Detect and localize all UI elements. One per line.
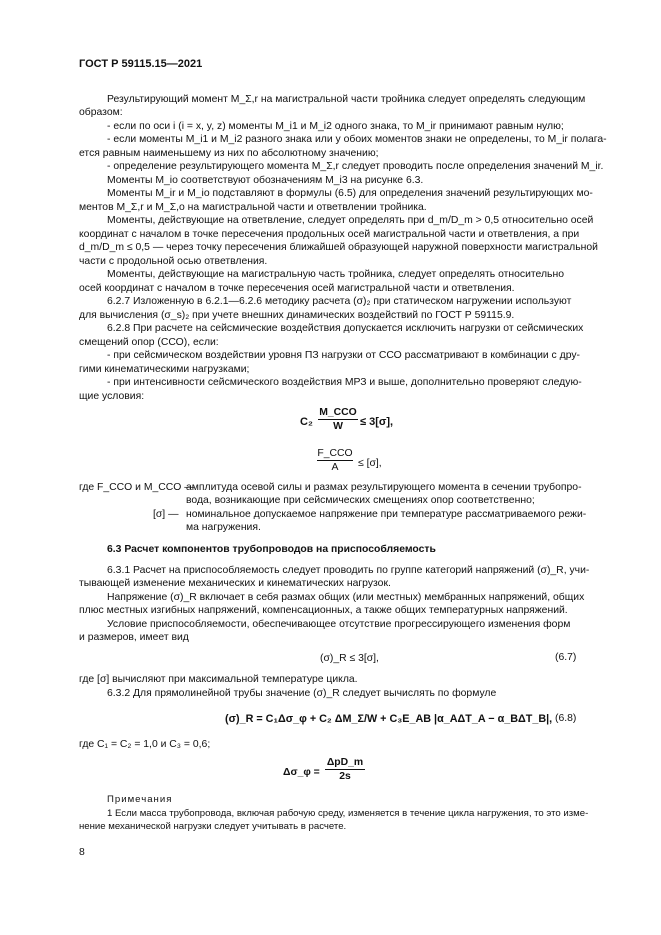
formula-rhs: ≤ [σ], xyxy=(358,458,382,469)
formula-lhs: Δσ_φ = xyxy=(283,767,320,778)
para-line: щие условия: xyxy=(79,391,145,402)
formula-fraction xyxy=(318,407,358,432)
para-line: Моменты M_ir и M_io подставляют в формулы (6.5) для определения значений результирующих мо- xyxy=(107,188,593,199)
para-line: Напряжение (σ)_R включает в себя размах общих (или местных) мембранных напряжений, общих xyxy=(107,592,585,603)
para-line: ментов M_Σ,r и M_Σ,o на магистральной части и ответвлении тройника. xyxy=(79,202,427,213)
formula-numerator: M_CCO xyxy=(319,407,357,418)
para-line: 6.3.2 Для прямолинейной трубы значение (σ)_R следует вычислять по формуле xyxy=(107,688,497,699)
notes-title: Примечания xyxy=(107,794,173,805)
formula-denominator: A xyxy=(331,462,339,473)
definition-term: где F_CCO и M_CCO — xyxy=(79,482,195,493)
para-line: Результирующий момент M_Σ,r на магистральной части тройника следует определять следующим xyxy=(107,94,586,105)
para-line: 6.2.7 Изложенную в 6.2.1—6.2.6 методику расчета (σ)₂ при статическом нагружении используют xyxy=(107,296,572,307)
para-line: Моменты, действующие на магистральную часть тройника, следует определять относительно xyxy=(107,269,564,280)
para-line: ется равным наименьшему из них по абсолютному значению; xyxy=(79,148,379,159)
para-line: координат с началом в точке пересечения продольных осей магистральной части и ответвления, а при xyxy=(79,229,580,240)
para-line: части с продольной осью ответвления. xyxy=(79,256,268,267)
note-line: нение механической нагрузки следует учитывать в расчете. xyxy=(79,821,347,832)
formula-denominator: W xyxy=(333,421,343,432)
para-line: - определение результирующего момента M_Σ,r следует проводить после определения значений M_ir. xyxy=(107,161,604,172)
definition-text: ма нагружения. xyxy=(186,522,261,533)
para-line: Условие приспособляемости, обеспечивающее отсутствие прогрессирующего изменения форм xyxy=(107,619,571,630)
para-line: 6.2.8 При расчете на сейсмические воздействия допускается исключить нагрузки от сейсмических xyxy=(107,323,584,334)
para-line: где [σ] вычисляют при максимальной температуре цикла. xyxy=(79,674,358,685)
equation-number: (6.8) xyxy=(555,713,577,724)
para-line: для вычисления (σ_s)₂ при учете внешних динамических воздействий по ГОСТ Р 59115.9. xyxy=(79,310,515,321)
formula-numerator: ΔpD_m xyxy=(326,757,364,768)
page-header: ГОСТ Р 59115.15—2021 xyxy=(79,58,203,70)
para-line: плюс местных изгибных напряжений, компенсационных, а также общих температурных напряжений. xyxy=(79,605,568,616)
equation-6-8: (σ)_R = C₁Δσ_φ + C₂ ΔM_Σ/W + C₃E_AB |α_AΔT_A − α_BΔT_B|, xyxy=(225,713,553,725)
para-line: Моменты M_io соответствуют обозначениям M_i3 на рисунке 6.3. xyxy=(107,175,424,186)
para-line: - если моменты M_i1 и M_i2 разного знака или у обоих моментов знаки не определены, то M_ir полага- xyxy=(107,134,607,145)
para-line: гими кинематическими нагрузками; xyxy=(79,364,250,375)
formula-fraction xyxy=(325,757,365,782)
formula-fraction xyxy=(317,448,353,473)
fraction-bar xyxy=(325,769,365,770)
para-line: Моменты, действующие на ответвление, следует определять при d_m/D_m > 0,5 относительно осей xyxy=(107,215,594,226)
para-line: - при интенсивности сейсмического воздействия МРЗ и выше, дополнительно проверяют следую- xyxy=(107,377,582,388)
para-line: тывающей изменение механических и кинематических нагрузок. xyxy=(79,578,391,589)
definition-text: амплитуда осевой силы и размах результирующего момента в сечении трубопро- xyxy=(186,482,582,493)
definition-text: номинальное допускаемое напряжение при температуре рассматриваемого режи- xyxy=(186,509,587,520)
equation-6-7: (σ)_R ≤ 3[σ], xyxy=(320,653,379,664)
para-line: - если по оси i (i = x, y, z) моменты M_i1 и M_i2 одного знака, то M_ir принимают равным нулю; xyxy=(107,121,564,132)
para-line: смещений опор (ССО), если: xyxy=(79,337,219,348)
formula-denominator: 2s xyxy=(339,771,351,782)
fraction-bar xyxy=(318,419,358,420)
formula-numerator: F_CCO xyxy=(317,448,353,459)
para-line: осей координат с началом в точке пересечения осей магистральной части и ответвления. xyxy=(79,283,515,294)
para-line: 6.3.1 Расчет на приспособляемость следует проводить по группе категорий напряжений (σ)_R, учи- xyxy=(107,565,590,576)
para-line: d_m/D_m ≤ 0,5 — через точку пересечения ближайшей образующей наружной поверхности магистральной xyxy=(79,242,598,253)
para-line: - при сейсмическом воздействии уровня ПЗ нагрузки от ССО рассматривают в комбинации с дру- xyxy=(107,350,581,361)
definition-term: [σ] — xyxy=(153,509,179,520)
para-line: образом: xyxy=(79,107,123,118)
formula-rhs: ≤ 3[σ], xyxy=(360,416,394,428)
para-line: где C₁ = C₂ = 1,0 и C₃ = 0,6; xyxy=(79,739,211,750)
definition-text: вода, возникающие при сейсмических смещениях опор соответственно; xyxy=(186,495,535,506)
para-line: и размеров, имеет вид xyxy=(79,632,189,643)
equation-number: (6.7) xyxy=(555,652,577,663)
page-number: 8 xyxy=(79,847,85,858)
formula-coef: C₂ xyxy=(300,416,313,428)
fraction-bar xyxy=(317,460,353,461)
note-line: 1 Если масса трубопровода, включая рабочую среду, изменяется в течение цикла нагружения, то это изме- xyxy=(107,808,589,819)
section-title: 6.3 Расчет компонентов трубопроводов на приспособляемость xyxy=(107,544,436,555)
